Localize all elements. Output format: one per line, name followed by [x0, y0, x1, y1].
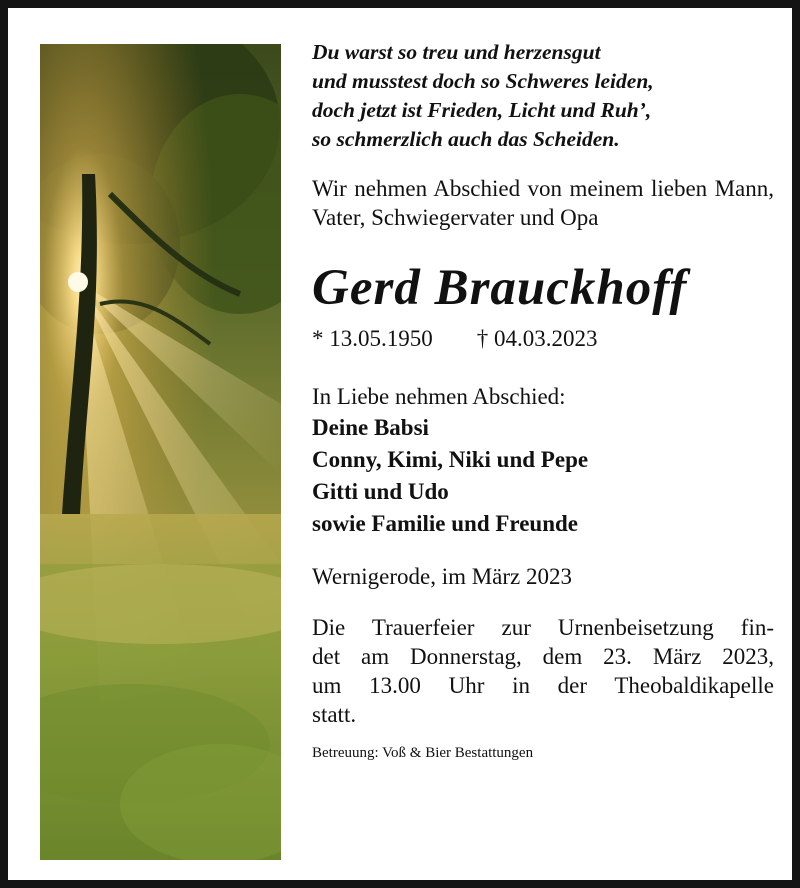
funeral-line: um 13.00 Uhr in der Theobaldikapelle: [312, 673, 774, 698]
deceased-name: Gerd Brauckhoff: [312, 260, 688, 316]
funeral-line: statt.: [312, 702, 357, 727]
mourner-name: Conny, Kimi, Niki und Pepe: [312, 447, 589, 472]
poem-line: doch jetzt ist Frieden, Licht und Ruh’,: [312, 98, 652, 122]
poem-line: Du warst so treu und herzensgut: [312, 40, 601, 64]
life-dates: [312, 324, 774, 353]
place-date: Wernigerode, im März 2023: [312, 564, 573, 589]
poem: [312, 38, 774, 154]
funeral-line: det am Donnerstag, dem 23. März 2023,: [312, 644, 774, 669]
forest-sunlight-image: [40, 44, 281, 860]
mourner-name: sowie Familie und Freunde: [312, 511, 579, 536]
birth-date: * 13.05.1950: [312, 326, 433, 351]
poem-line: so schmerzlich auch das Scheiden.: [312, 127, 620, 151]
farewell-intro: Wir nehmen Abschied von meinem lieben Mann, Vater, Schwiegervater und Opa: [312, 176, 774, 230]
poem-line: und musstest doch so Schweres leiden,: [312, 69, 654, 93]
funeral-notice: [312, 613, 774, 729]
mourner-name: Gitti und Udo: [312, 479, 449, 504]
obituary-text: [312, 38, 774, 763]
death-date: † 04.03.2023: [476, 326, 598, 351]
funeral-home-credit: Betreuung: Voß & Bier Bestattungen: [312, 745, 534, 761]
funeral-line: Die Trauerfeier zur Urnenbeisetzung fin-: [312, 615, 774, 640]
mourner-name: Deine Babsi: [312, 415, 429, 440]
mourners-heading: In Liebe nehmen Abschied:: [312, 384, 566, 409]
